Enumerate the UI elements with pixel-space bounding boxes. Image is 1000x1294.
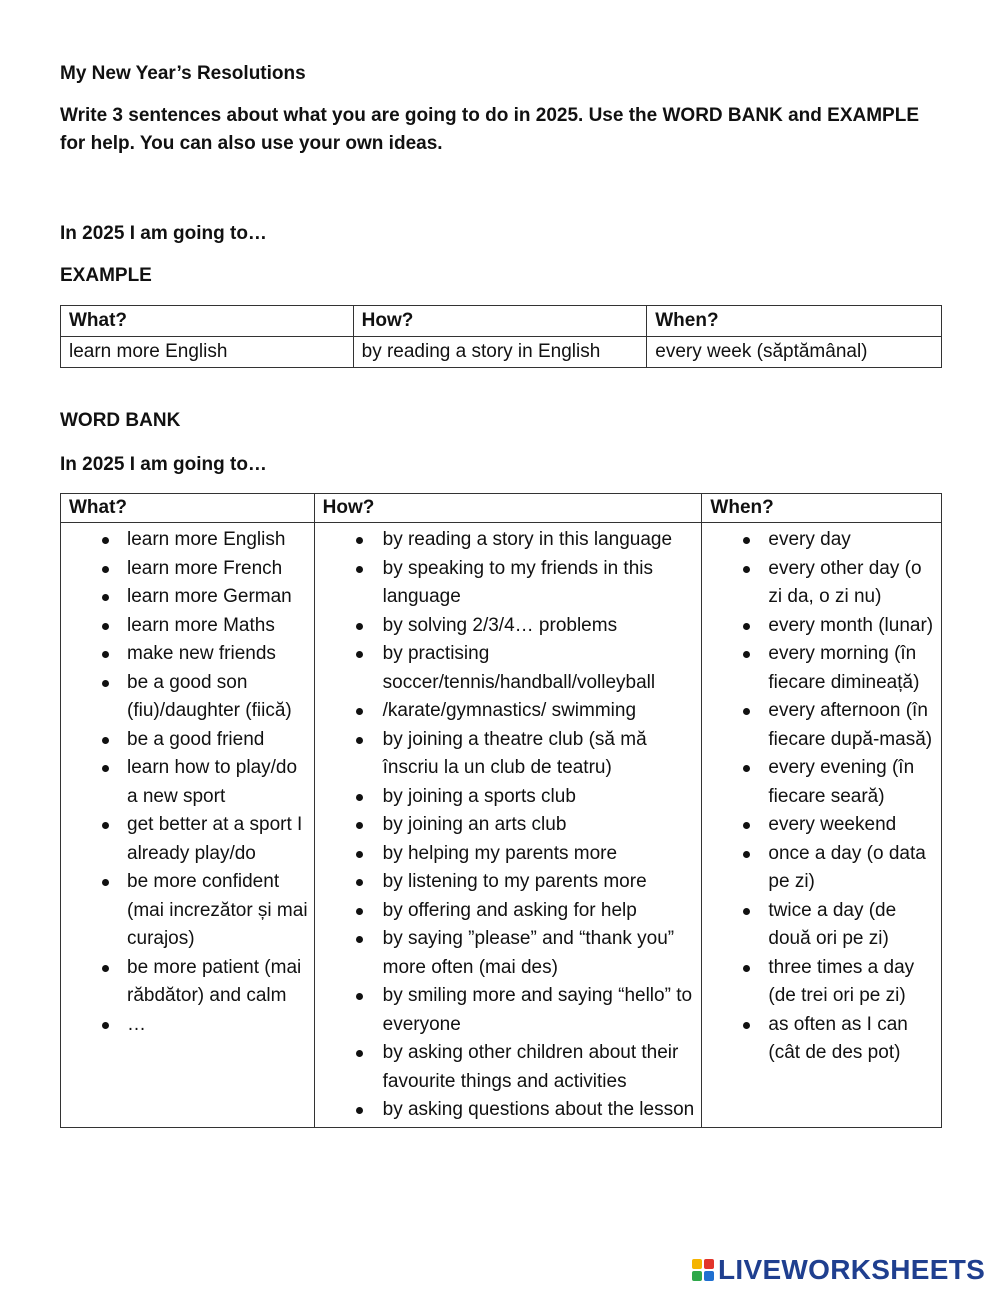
list-item-text: by smiling more and saying “hello” to everyone <box>382 985 693 1035</box>
going-to-heading-2: In 2025 I am going to… <box>60 454 267 475</box>
list-item <box>67 754 308 811</box>
page-title: My New Year’s Resolutions <box>60 63 306 84</box>
list-item <box>708 954 935 1011</box>
list-item <box>67 868 308 954</box>
list-item-text: by saying ”please” and “thank you” more often (mai des) <box>382 928 675 978</box>
logo-text: LIVEWORKSHEETS <box>718 1254 986 1285</box>
bullet-icon <box>356 794 363 801</box>
bullet-icon <box>743 566 750 573</box>
bullet-icon <box>743 651 750 658</box>
list-item-text: every day <box>768 529 851 550</box>
list-item <box>321 783 696 812</box>
list-item-text: every morning (în fiecare dimineață) <box>768 643 920 693</box>
when-column <box>702 523 942 1128</box>
how-list <box>321 526 696 1125</box>
bullet-icon <box>102 651 109 658</box>
logo-squares-icon <box>692 1259 714 1281</box>
list-item-text: by joining a theatre club (să mă înscriu la un club de teatru) <box>382 728 647 778</box>
instructions: Write 3 sentences about what you are going to do in 2025. Use the WORD BANK and EXAMPLE for help. You can also use your own ideas. <box>60 105 919 154</box>
bullet-icon <box>356 737 363 744</box>
when-list <box>708 526 935 1068</box>
list-item <box>708 754 935 811</box>
list-item <box>708 612 935 641</box>
list-item-text: get better at a sport I already play/do <box>127 814 303 864</box>
bullet-icon <box>743 822 750 829</box>
list-item-text: by reading a story in this language <box>382 529 673 550</box>
what-column <box>61 523 315 1128</box>
list-item-text: learn more French <box>127 557 283 579</box>
list-item-text: by joining an arts club <box>382 814 567 835</box>
list-item-text: every other day (o zi da, o zi nu) <box>768 557 922 607</box>
bullet-icon <box>102 879 109 886</box>
list-item <box>321 840 696 869</box>
going-to-heading-1: In 2025 I am going to… <box>60 223 267 244</box>
list-item-text: by asking questions about the lesson <box>382 1099 695 1120</box>
list-item <box>321 697 696 726</box>
example-header-what: What? <box>61 306 354 337</box>
bullet-icon <box>743 765 750 772</box>
list-item <box>321 640 696 697</box>
list-item-text: by listening to my parents more <box>382 871 647 892</box>
list-item-text: every evening (în fiecare seară) <box>768 757 915 807</box>
list-item <box>321 811 696 840</box>
bullet-icon <box>743 965 750 972</box>
list-item-text: by joining a sports club <box>382 785 576 807</box>
list-item-text: learn how to play/do a new sport <box>127 757 298 807</box>
list-item-text: make new friends <box>127 643 276 664</box>
list-item <box>708 526 935 555</box>
list-item-text: by asking other children about their favourite things and activities <box>382 1042 679 1092</box>
list-item <box>321 925 696 982</box>
list-item <box>321 555 696 612</box>
how-column <box>314 523 702 1128</box>
list-item <box>321 526 696 555</box>
bullet-icon <box>356 651 363 658</box>
bullet-icon <box>102 680 109 687</box>
bullet-icon <box>356 851 363 858</box>
list-item-text: every weekend <box>768 814 897 835</box>
bullet-icon <box>356 623 363 630</box>
word-bank-header-how: How? <box>314 494 702 523</box>
list-item-text: learn more German <box>127 586 292 607</box>
list-item <box>708 555 935 612</box>
list-item <box>708 1011 935 1068</box>
list-item-text: learn more Maths <box>127 614 275 636</box>
list-item-text: twice a day (de două ori pe zi) <box>768 899 897 949</box>
example-header-when: When? <box>647 306 942 337</box>
bullet-icon <box>102 965 109 972</box>
list-item-text: be more confident (mai increzător și mai curajos) <box>127 871 308 949</box>
list-item-text: by speaking to my friends in this language <box>382 557 653 607</box>
example-header-row <box>61 306 942 337</box>
logo-square <box>704 1271 714 1281</box>
bullet-icon <box>356 936 363 943</box>
list-item-text: be a good son (fiu)/daughter (fiică) <box>127 671 292 721</box>
word-bank-header-row <box>61 494 942 523</box>
word-bank-header-what: What? <box>61 494 315 523</box>
bullet-icon <box>743 851 750 858</box>
example-heading: EXAMPLE <box>60 265 152 286</box>
bullet-icon <box>743 1022 750 1029</box>
list-item-text: learn more English <box>127 529 286 550</box>
example-table <box>60 305 942 368</box>
bullet-icon <box>102 594 109 601</box>
list-item <box>321 612 696 641</box>
list-item <box>67 726 308 755</box>
list-item-text: by helping my parents more <box>382 842 618 864</box>
list-item-text: by solving 2/3/4… problems <box>382 614 618 636</box>
list-item <box>321 897 696 926</box>
example-when: every week (săptămânal) <box>647 337 942 368</box>
example-row <box>61 337 942 368</box>
liveworksheets-logo <box>692 1253 985 1287</box>
list-item <box>321 726 696 783</box>
bullet-icon <box>356 1107 363 1114</box>
list-item-text: /karate/gymnastics/ swimming <box>382 700 637 721</box>
list-item-text: as often as I can (cât de des pot) <box>768 1013 908 1063</box>
bullet-icon <box>102 1022 109 1029</box>
bullet-icon <box>356 537 363 544</box>
example-how: by reading a story in English <box>353 337 647 368</box>
list-item-text: by practising soccer/tennis/handball/volleyball <box>382 643 656 693</box>
list-item <box>321 1039 696 1096</box>
bullet-icon <box>356 566 363 573</box>
list-item-text: once a day (o data pe zi) <box>768 842 926 892</box>
bullet-icon <box>743 908 750 915</box>
list-item-text: every afternoon (în fiecare după-masă) <box>768 700 933 750</box>
logo-square <box>692 1271 702 1281</box>
bullet-icon <box>102 737 109 744</box>
list-item <box>67 526 308 555</box>
list-item <box>67 669 308 726</box>
list-item <box>321 1096 696 1125</box>
logo-square <box>704 1259 714 1269</box>
list-item <box>67 640 308 669</box>
list-item <box>67 1011 308 1040</box>
example-header-how: How? <box>353 306 647 337</box>
bullet-icon <box>356 822 363 829</box>
bullet-icon <box>743 537 750 544</box>
list-item-text: be a good friend <box>127 728 265 750</box>
bullet-icon <box>356 879 363 886</box>
list-item <box>708 811 935 840</box>
list-item-text: three times a day (de trei ori pe zi) <box>768 956 915 1006</box>
list-item <box>708 697 935 754</box>
list-item <box>708 897 935 954</box>
bullet-icon <box>102 537 109 544</box>
bullet-icon <box>743 708 750 715</box>
word-bank-heading: WORD BANK <box>60 410 181 431</box>
list-item <box>67 811 308 868</box>
list-item <box>708 840 935 897</box>
bullet-icon <box>356 993 363 1000</box>
list-item-text: every month (lunar) <box>768 614 934 636</box>
bullet-icon <box>356 1050 363 1057</box>
word-bank-row <box>61 523 942 1128</box>
list-item <box>67 612 308 641</box>
word-bank-table <box>60 493 942 1128</box>
list-item-text: … <box>127 1013 146 1035</box>
bullet-icon <box>356 908 363 915</box>
list-item <box>708 640 935 697</box>
list-item <box>67 555 308 584</box>
bullet-icon <box>102 822 109 829</box>
bullet-icon <box>102 765 109 772</box>
bullet-icon <box>102 623 109 630</box>
bullet-icon <box>356 708 363 715</box>
list-item-text: be more patient (mai răbdător) and calm <box>127 956 302 1006</box>
list-item <box>321 982 696 1039</box>
bullet-icon <box>743 623 750 630</box>
word-bank-header-when: When? <box>702 494 942 523</box>
list-item <box>67 954 308 1011</box>
what-list <box>67 526 308 1039</box>
bullet-icon <box>102 566 109 573</box>
list-item-text: by offering and asking for help <box>382 899 637 921</box>
list-item <box>321 868 696 897</box>
example-what: learn more English <box>61 337 354 368</box>
list-item <box>67 583 308 612</box>
logo-square <box>692 1259 702 1269</box>
